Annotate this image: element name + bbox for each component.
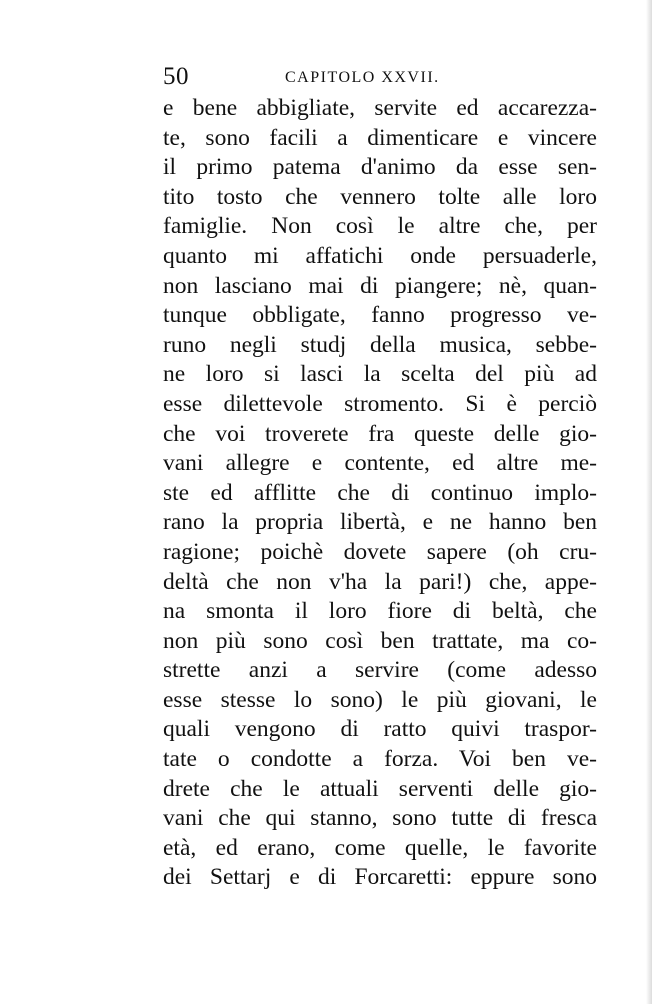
text-line: drete che le attuali serventi delle gio- — [163, 775, 597, 802]
text-line: ste ed afflitte che di continuo implo- — [163, 479, 597, 506]
text-line: tito tosto che vennero tolte alle loro — [163, 183, 597, 210]
text-line: esse stesse lo sono) le più giovani, le — [163, 686, 597, 713]
page-edge-shadow — [646, 0, 652, 1004]
text-line: e bene abbigliate, servite ed accarezza- — [163, 95, 597, 121]
text-line: età, ed erano, come quelle, le favorite — [163, 834, 597, 861]
text-line: rano la propria libertà, e ne hanno ben — [163, 509, 597, 536]
page-number: 50 — [163, 63, 189, 90]
text-line: na smonta il loro fiore di beltà, che — [163, 598, 597, 625]
text-line: vani che qui stanno, sono tutte di fresca — [163, 805, 597, 832]
text-line: ne loro si lasci la scelta del più ad — [163, 361, 597, 388]
text-line: non lasciano mai di piangere; nè, quan- — [163, 272, 597, 299]
text-line: famiglie. Non così le altre che, per — [163, 213, 597, 240]
text-line: deltà che non v'ha la pari!) che, appe- — [163, 568, 597, 595]
text-line: esse dilettevole stromento. Si è perciò — [163, 390, 597, 417]
text-line: tate o condotte a forza. Voi ben ve- — [163, 746, 597, 773]
text-line: che voi troverete fra queste delle gio- — [163, 420, 597, 447]
text-line: strette anzi a servire (come adesso — [163, 657, 597, 684]
page-header — [163, 62, 603, 92]
text-line: tunque obbligate, fanno progresso ve- — [163, 302, 597, 329]
text-line: non più sono così ben trattate, ma co- — [163, 627, 597, 654]
body-text — [163, 94, 597, 893]
text-line: ragione; poichè dovete sapere (oh cru- — [163, 538, 597, 565]
text-line: runo negli studj della musica, sebbe- — [163, 331, 597, 358]
text-line: te, sono facili a dimenticare e vincere — [163, 124, 597, 151]
text-line: quali vengono di ratto quivi traspor- — [163, 716, 597, 743]
text-line: il primo patema d'animo da esse sen- — [163, 154, 597, 181]
text-line: dei Settarj e di Forcaretti: eppure sono — [163, 864, 597, 891]
text-line: quanto mi affatichi onde persuaderle, — [163, 242, 597, 269]
running-head: CAPITOLO XXVII. — [285, 69, 440, 86]
text-line: vani allegre e contente, ed altre me- — [163, 450, 597, 477]
